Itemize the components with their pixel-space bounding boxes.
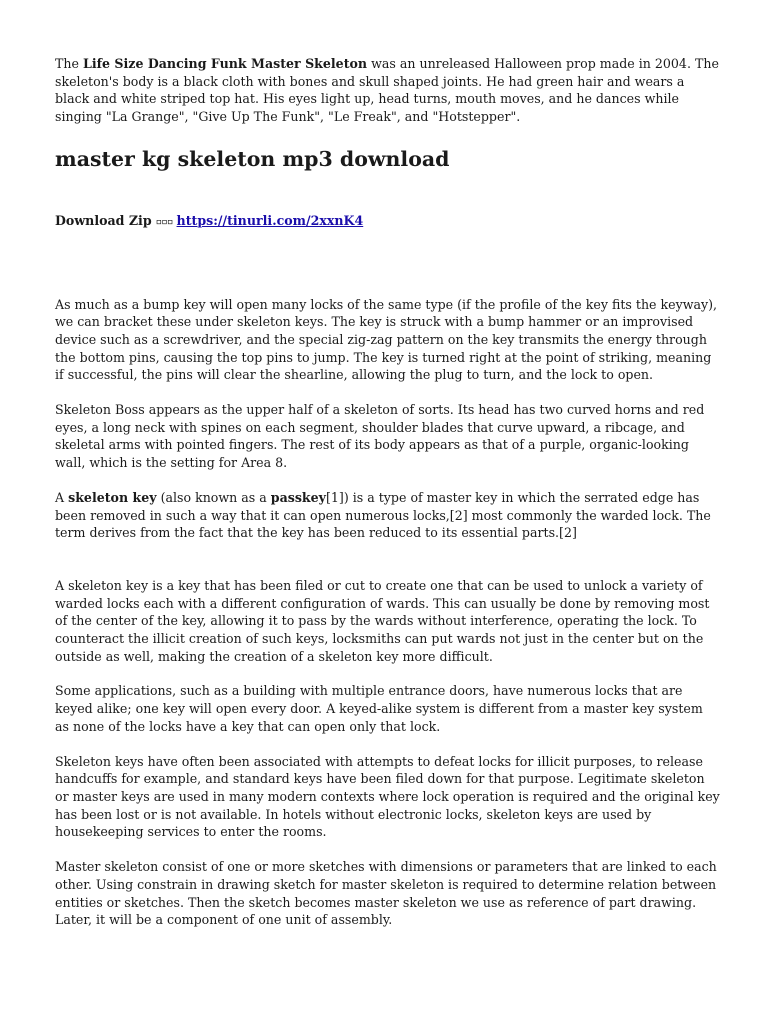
paragraph-keyed-alike: Some applications, such as a building with multiple entrance doors, have numerous locks that are keyed alike; one key will open every door. A keyed-alike system is different from a master key system as none of the locks have a key that can open only that lock.: [55, 683, 703, 734]
paragraph-skeleton-boss: Skeleton Boss appears as the upper half of a skeleton of sorts. Its head has two curved horns and red eyes, a long neck with spines on each segment, shoulder blades that curve upward, a ribcage, and skeletal arms with pointed fingers. The rest of its body appears as that of a purple, organic-looking wall, which is the setting for Area 8.: [55, 402, 705, 471]
paragraph-filed-key: A skeleton key is a key that has been filed or cut to create one that can be used to unlock a variety of warded locks each with a different configuration of wards. This can usually be done by removing most of the center of the key, allowing it to pass by the wards without interference, operating the lock. To counteract the illicit creation of such keys, locksmiths can put wards not just in the center but on the outside as well, making the creation of a skeleton key more difficult.: [55, 577, 710, 664]
paragraph-master-sketch: Master skeleton consist of one or more sketches with dimensions or parameters that are linked to each other. Using constrain in drawing sketch for master skeleton is required to determine relation between entities or sketches. Then the sketch becomes master skeleton we use as reference of part drawing. Later, it will be a component of one unit of assembly.: [55, 859, 717, 928]
intro-rest: was an unreleased Halloween prop made in 2004. The skeleton's body is a black cloth with bones and skull shaped joints. He had green hair and wears a black and white striped top hat. His eyes light up, head turns, mouth moves, and he dances while singing "La Grange", "Give Up The Funk", "Le Freak", and "Hotstepper".: [55, 56, 719, 125]
paragraph-bump-key: As much as a bump key will open many locks of the same type (if the profile of the key fits the keyway), we can bracket these under skeleton keys. The key is struck with a bump hammer or an improvised device such as a screwdriver, and the special zig-zag pattern on the key transmits the energy through the bottom pins, causing the top pins to jump. The key is turned right at the point of striking, meaning if successful, the pins will clear the shearline, allowing the plug to turn, and the lock to open.: [55, 296, 718, 383]
download-label: Download Zip: [55, 212, 152, 228]
definition-a: A: [55, 489, 69, 505]
definition-mid: (also known as a: [156, 489, 271, 505]
intro-paragraph: [55, 55, 720, 126]
paragraph-illicit: Skeleton keys have often been associated with attempts to defeat locks for illicit purposes, to release handcuffs for example, and standard keys have been filed down for that purpose. Legitimate skeleton or master keys are used in many modern contexts where lock operation is required and the original key has been lost or is not available. In hotels without electronic locks, skeleton keys are used by housekeeping services to enter the rooms.: [55, 753, 720, 840]
definition-alias: passkey: [270, 489, 326, 505]
download-arrows-icon: ▫▫▫: [155, 214, 173, 228]
page-heading: master kg skeleton mp3 download: [55, 146, 450, 171]
download-link[interactable]: https://tinurli.com/2xxnK4: [176, 212, 364, 228]
definition-rest: [1]) is a type of master key in which the serrated edge has been removed in such a way that it can open numerous locks,[2] most commonly the warded lock. The term derives from the fact that the key has been reduced to its essential parts.[2]: [55, 489, 711, 541]
intro-bold-name: Life Size Dancing Funk Master Skeleton: [82, 56, 368, 71]
intro-prefix: The: [55, 56, 83, 71]
paragraph-definition: [55, 489, 720, 542]
download-line: [55, 212, 720, 231]
definition-term: skeleton key: [68, 489, 157, 505]
